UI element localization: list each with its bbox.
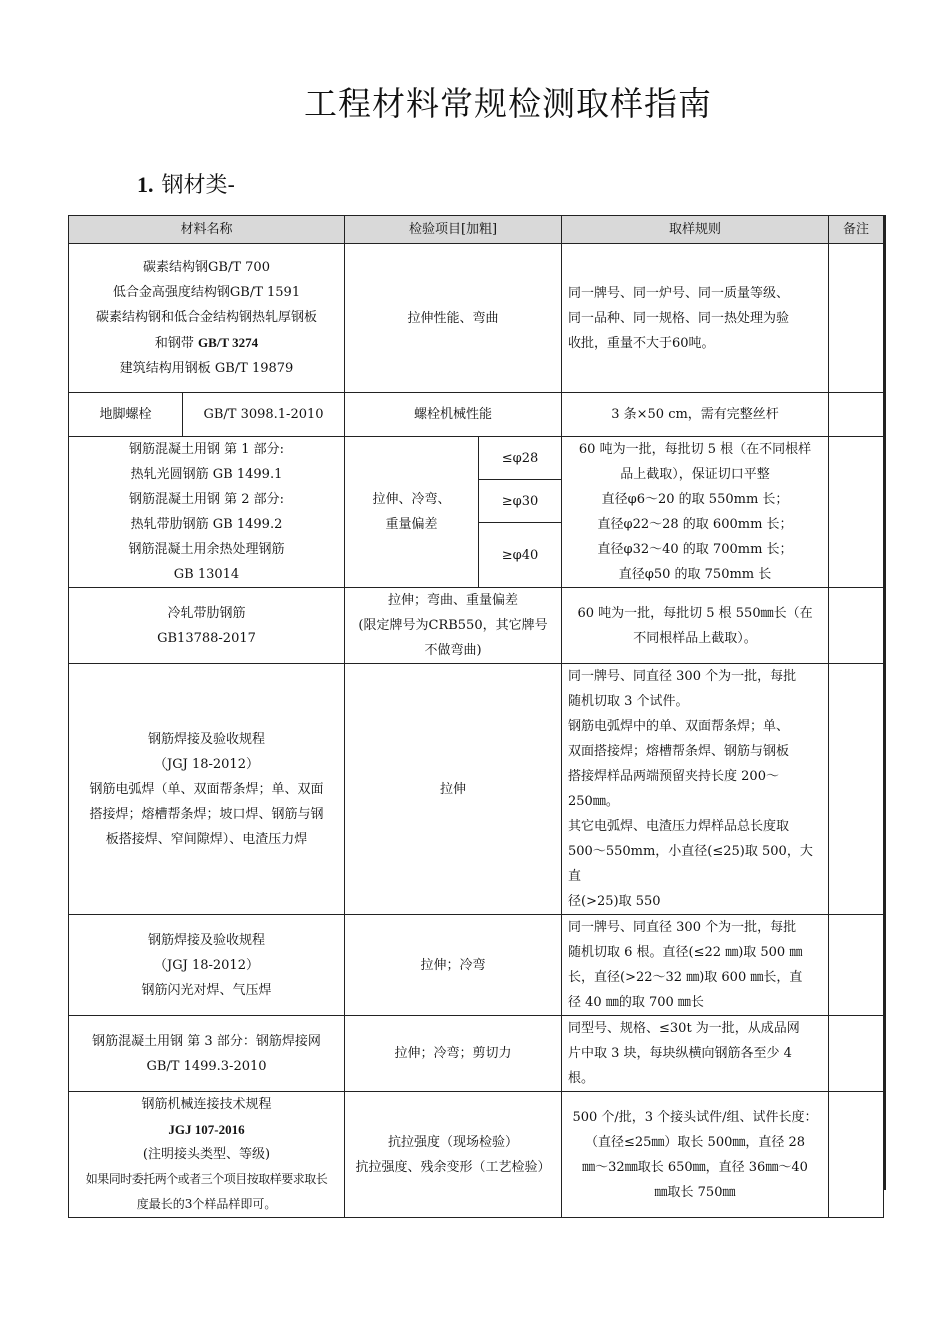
test-line: 抗拉强度、残余变形（工艺检验） (355, 1159, 551, 1175)
table-row (69, 393, 884, 437)
sampling-rule-cell (562, 244, 829, 393)
table-row (69, 1092, 884, 1218)
diameter-cell: ≥φ40 (479, 523, 562, 588)
material-name-line: GB13788-2017 (157, 630, 256, 646)
table-outer-border (884, 215, 886, 1190)
material-name-line: GB 13014 (173, 567, 240, 582)
material-name-line: 钢筋混凝土用钢 第 2 部分: (128, 492, 285, 507)
material-name-line: 碳素结构钢GB/T 700 (143, 260, 270, 275)
material-name-line: 钢筋焊接及验收规程 (148, 932, 266, 948)
material-name-line: 钢筋混凝土用钢 第 3 部分：钢筋焊接网 (92, 1033, 321, 1049)
table-row (69, 1016, 884, 1092)
table-row (69, 915, 884, 1016)
header-sampling-rule: 取样规则 (562, 216, 829, 244)
material-name-line: 钢筋焊接及验收规程 (148, 731, 266, 747)
rule-line: 长，直径(>22～32 ㎜)取 600 ㎜长，直 (568, 970, 803, 985)
test-line: (限定牌号为CRB550，其它牌号 (358, 618, 548, 633)
material-name-cell (69, 244, 345, 393)
material-name-line: 低合金高强度结构钢GB/T 1591 (112, 285, 301, 300)
material-name-cell (69, 1092, 345, 1218)
test-line: 拉伸、冷弯、 (372, 492, 451, 507)
test-items-cell: 拉伸性能、弯曲 (345, 244, 562, 393)
sampling-rule-cell (562, 1016, 829, 1092)
rule-line: 随机切取 6 根。直径(≤22 ㎜)取 500 ㎜ (568, 945, 803, 960)
rule-line: （直径≤25㎜）取长 500㎜，直径 28 (584, 1134, 806, 1150)
material-name-line: 碳素结构钢和低合金结构钢热轧厚钢板 (96, 310, 318, 325)
header-test-items: 检验项目[加粗] (345, 216, 562, 244)
material-name-line: 钢筋闪光对焊、气压焊 (141, 982, 272, 998)
remarks-cell (829, 244, 884, 393)
table-header-row (69, 216, 884, 244)
rule-line: 片中取 3 块，每块纵横向钢筋各至少 4 (568, 1046, 792, 1061)
rule-line: 随机切取 3 个试件。 (568, 694, 689, 709)
table-row (69, 437, 884, 480)
standard-code: JGJ 107-2016 (168, 1122, 245, 1137)
material-name-line: 冷轧带肋钢筋 (167, 605, 246, 621)
header-remarks: 备注 (829, 216, 884, 244)
rule-line: 钢筋电弧焊中的单、双面帮条焊；单、 (568, 719, 790, 734)
test-items-cell: 拉伸；冷弯；剪切力 (345, 1016, 562, 1092)
standard-cell: GB/T 3098.1-2010 (183, 393, 345, 437)
rule-line: 搭接焊样品两端预留夹持长度 200～ (568, 769, 779, 784)
rule-line: 收批，重量不大于60吨。 (568, 335, 715, 351)
material-name-cell (69, 437, 345, 588)
test-line: 抗拉强度（现场检验） (388, 1134, 519, 1150)
remarks-cell (829, 588, 884, 664)
test-line: 拉伸；弯曲、重量偏差 (388, 593, 519, 608)
material-name-line: GB/T 1499.3-2010 (146, 1058, 267, 1074)
test-items-cell: 拉伸；冷弯 (345, 915, 562, 1016)
test-line: 重量偏差 (385, 517, 438, 532)
material-name-line: 如果同时委托两个或者三个项目按取样要求取长 (85, 1172, 328, 1186)
sampling-rule-cell (562, 437, 829, 588)
rule-line: 同一牌号、同直径 300 个为一批，每批 (568, 669, 797, 684)
sampling-rule-cell (562, 588, 829, 664)
rule-line: 250㎜。 (568, 794, 619, 809)
test-line: 不做弯曲) (424, 643, 482, 658)
section-number: 1. (137, 172, 154, 197)
rule-line: 直径φ50 的取 750mm 长 (618, 567, 772, 582)
material-name-line: 钢筋电弧焊（单、双面帮条焊；单、双面 (89, 781, 324, 797)
remarks-cell (829, 1016, 884, 1092)
test-items-cell (345, 1092, 562, 1218)
rule-line: 双面搭接焊；熔槽帮条焊、钢筋与钢板 (568, 744, 790, 759)
material-name-line: 钢筋混凝土用钢 第 1 部分: (128, 442, 285, 457)
material-name-line (75, 330, 338, 356)
sampling-rule-cell (562, 915, 829, 1016)
rule-line: 同一品种、同一规格、同一热处理为验 (568, 310, 790, 326)
material-name-line: 度最长的3个样品样即可。 (136, 1197, 277, 1211)
remarks-cell (829, 664, 884, 915)
section-label: 钢材类- (161, 173, 235, 198)
remarks-cell (829, 437, 884, 588)
rule-line: 径(>25)取 550 (568, 894, 661, 909)
rule-line: 不同根样品上截取）。 (633, 630, 757, 646)
document-title: 工程材料常规检测取样指南 (304, 84, 712, 123)
rule-line: 同一牌号、同一炉号、同一质量等级、 (568, 285, 790, 301)
rule-line: 直径φ32～40 的取 700mm 长； (597, 542, 793, 557)
material-name-cell: 地脚螺栓 (69, 393, 183, 437)
test-items-cell: 拉伸 (345, 664, 562, 915)
table-row (69, 244, 884, 393)
table-row (69, 664, 884, 915)
material-name-line: 建筑结构用钢板 GB/T 19879 (119, 361, 294, 376)
sampling-rule-cell (562, 664, 829, 915)
rule-line: 500～550mm，小直径(≤25)取 500，大直 (568, 844, 813, 884)
rule-line: 直径φ6～20 的取 550mm 长； (601, 492, 789, 507)
test-items-cell (345, 437, 479, 588)
rule-line: ㎜取长 750㎜ (654, 1184, 736, 1200)
material-name-line: 搭接焊；熔槽帮条焊；坡口焊、钢筋与钢 (89, 806, 324, 822)
rule-line: ㎜～32㎜取长 650㎜，直径 36㎜～40 (582, 1159, 808, 1175)
rule-line: 径 40 ㎜的取 700 ㎜长 (568, 995, 704, 1010)
rule-line: 品上截取），保证切口平整 (620, 467, 770, 482)
material-name-line: 板搭接焊、窄间隙焊）、电渣压力焊 (105, 831, 308, 847)
remarks-cell (829, 393, 884, 437)
rule-line: 60 吨为一批，每批切 5 根 550㎜长（在 (577, 605, 813, 621)
rule-line: 直径φ22～28 的取 600mm 长； (597, 517, 793, 532)
test-items-cell (345, 588, 562, 664)
material-name-line: （JGJ 18-2012） (154, 957, 259, 973)
material-name-line: 热轧光圆钢筋 GB 1499.1 (130, 467, 283, 482)
rule-line: 根。 (568, 1071, 595, 1086)
material-name-cell (69, 588, 345, 664)
material-name-line: （JGJ 18-2012） (154, 756, 259, 772)
material-name-cell (69, 915, 345, 1016)
material-name-cell (69, 664, 345, 915)
material-name-text: 和钢带 (154, 336, 194, 351)
section-heading (137, 168, 235, 199)
diameter-cell: ≥φ30 (479, 480, 562, 523)
rule-line: 同一牌号、同直径 300 个为一批，每批 (568, 920, 797, 935)
sampling-table (68, 215, 884, 1218)
remarks-cell (829, 915, 884, 1016)
rule-line: 60 吨为一批，每批切 5 根（在不同根样 (578, 442, 812, 457)
material-name-line: 热轧带肋钢筋 GB 1499.2 (130, 517, 283, 532)
header-material-name: 材料名称 (69, 216, 345, 244)
remarks-cell (829, 1092, 884, 1218)
rule-line: 同型号、规格、≤30t 为一批，从成品网 (568, 1021, 800, 1036)
sampling-rule-cell: 3 条×50 cm，需有完整丝杆 (562, 393, 829, 437)
diameter-cell: ≤φ28 (479, 437, 562, 480)
material-name-line: 钢筋机械连接技术规程 (141, 1097, 272, 1112)
standard-code: GB/T 3274 (198, 335, 259, 350)
table-row (69, 588, 884, 664)
sampling-rule-cell (562, 1092, 829, 1218)
test-items-cell: 螺栓机械性能 (345, 393, 562, 437)
material-name-line: (注明接头类型、等级) (142, 1147, 271, 1162)
rule-line: 500 个/批，3 个接头试件/组、试件长度： (572, 1109, 818, 1125)
material-name-cell (69, 1016, 345, 1092)
rule-line: 其它电弧焊、电渣压力焊样品总长度取 (568, 819, 790, 834)
material-name-line: 钢筋混凝土用余热处理钢筋 (128, 542, 285, 557)
